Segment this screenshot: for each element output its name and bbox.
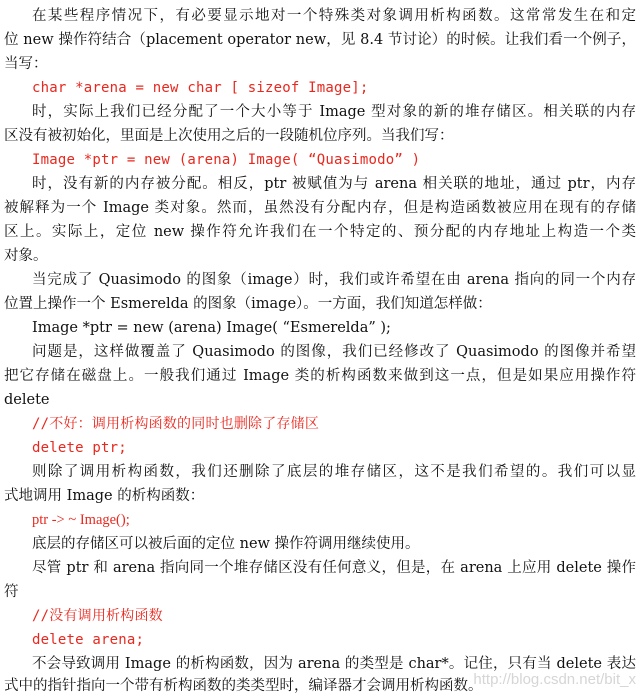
paragraph-line: 符 [4, 584, 19, 600]
code-comment: //没有调用析构函数 [32, 608, 163, 624]
code-line: delete arena; [32, 632, 145, 648]
paragraph-line: 时，没有新的内存被分配。相反，ptr 被赋值为与 arena 相关联的地址，通过 ptr，内存 [32, 176, 636, 192]
watermark-url: http://blog.csdn.net/bit_x [473, 671, 636, 688]
paragraph-line: 把它存储在磁盘上。一般我们通过 Image 类的析构函数来做到这一点，但是如果应用操作符 [4, 368, 636, 384]
paragraph-line: 当完成了 Quasimodo 的图象（image）时，我们或许希望在由 arena 指向的同一个内存 [32, 272, 636, 288]
paragraph-line: 式中的指针指向一个带有析构函数的类类型时，编译器才会调用析构函数。 [4, 678, 483, 694]
paragraph-line: 式地调用 Image 的析构函数： [4, 488, 205, 504]
paragraph-line: delete [4, 392, 50, 408]
paragraph-line: 位置上操作一个 Esmerelda 的图象（image）。一方面，我们知道怎样做： [4, 296, 492, 312]
paragraph-line: 当写： [4, 56, 48, 72]
code-line: char *arena = new char [ sizeof Image]; [32, 80, 369, 96]
code-comment: //不好：调用析构函数的同时也删除了存储区 [32, 416, 320, 432]
paragraph-line: 位 new 操作符结合（placement operator new，见 8.4 节讨论）的时候。让我们看一个例子， [4, 32, 636, 48]
paragraph-line: 区上。实际上，定位 new 操作符允许我们在一个特定的、预分配的内存地址上构造一个类 [4, 224, 636, 240]
paragraph-line: 被解释为一个 Image 类对象。然而，虽然没有分配内存，但是构造函数被应用在现有的存储 [4, 200, 636, 216]
paragraph-line: 尽管 ptr 和 arena 指向同一个堆存储区没有任何意义，但是，在 arena 上应用 delete 操作 [32, 560, 636, 576]
paragraph-line: 在某些程序情况下，有必要显示地对一个特殊类对象调用析构函数。这常常发生在和定 [32, 8, 636, 24]
paragraph-line: 对象。 [4, 248, 48, 264]
code-line-red: ptr -> ~ Image(); [32, 512, 130, 528]
code-line-plain: Image *ptr = new (arena) Image( “Esmerelda” ); [32, 320, 391, 336]
code-line: Image *ptr = new (arena) Image( “Quasimodo” ) [32, 152, 421, 168]
paragraph-line: 底层的存储区可以被后面的定位 new 操作符调用继续使用。 [32, 536, 420, 552]
paragraph-line: 时，实际上我们已经分配了一个大小等于 Image 型对象的新的堆存储区。相关联的内存 [32, 104, 636, 120]
paragraph-line: 问题是，这样做覆盖了 Quasimodo 的图像，我们已经修改了 Quasimodo 的图像并希望 [32, 344, 636, 360]
paragraph-line: 则除了调用析构函数，我们还删除了底层的堆存储区，这不是我们希望的。我们可以显 [32, 464, 636, 480]
paragraph-line: 不会导致调用 Image 的析构函数，因为 arena 的类型是 char*。记住，只有当 delete 表达 [32, 656, 636, 672]
paragraph-line: 区没有被初始化，里面是上次使用之后的一段随机位序列。当我们写： [4, 128, 454, 144]
code-line: delete ptr; [32, 440, 127, 456]
